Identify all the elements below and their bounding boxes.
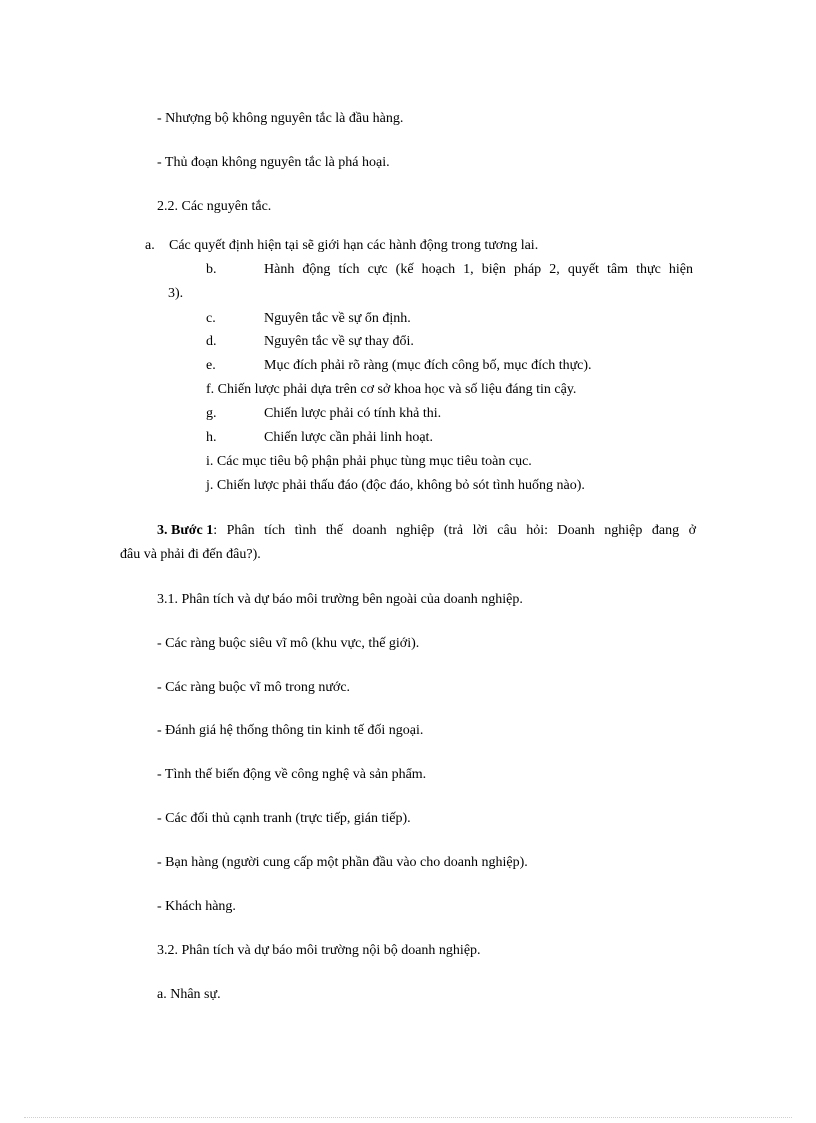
section-heading-3-2: 3.2. Phân tích và dự báo môi trường nội bộ doanh nghiệp. — [157, 943, 481, 958]
principle-h — [206, 429, 433, 447]
principle-d-text: Nguyên tắc về sự thay đổi. — [264, 334, 414, 349]
principle-c-text: Nguyên tắc về sự ổn định. — [264, 311, 411, 326]
principle-e — [206, 357, 592, 375]
principle-a-label: a. — [145, 238, 155, 253]
external-item: - Bạn hàng (người cung cấp một phần đầu vào cho doanh nghiệp). — [157, 855, 528, 870]
principle-a-text: Các quyết định hiện tại sẽ giới hạn các hành động trong tương lai. — [169, 238, 539, 253]
principle-g-label: g. — [206, 406, 217, 421]
paragraph-concession: - Nhượng bộ không nguyên tắc là đầu hàng. — [157, 111, 404, 126]
principle-f: f. Chiến lược phải dựa trên cơ sở khoa học và số liệu đáng tin cậy. — [206, 382, 577, 397]
external-item: - Các ràng buộc vĩ mô trong nước. — [157, 680, 351, 695]
principle-b-text: Hành động tích cực (kế hoạch 1, biện pháp 2, quyết tâm thực hiện — [264, 262, 693, 277]
principle-g-text: Chiến lược phải có tính khả thi. — [264, 406, 442, 421]
internal-item-a: a. Nhân sự. — [157, 987, 221, 1002]
principle-e-text: Mục đích phải rõ ràng (mục đích công bố, mục đích thực). — [264, 358, 592, 373]
principle-b — [206, 261, 693, 279]
principle-h-label: h. — [206, 430, 217, 445]
principle-g — [206, 405, 441, 423]
principle-a — [145, 237, 538, 255]
principle-e-label: e. — [206, 358, 216, 373]
external-item: - Đánh giá hệ thống thông tin kinh tế đối ngoại. — [157, 723, 424, 738]
principle-b-label: b. — [206, 262, 217, 277]
page-bottom-divider — [24, 1117, 792, 1118]
paragraph-tactics: - Thủ đoạn không nguyên tắc là phá hoại. — [157, 155, 390, 170]
principle-d-label: d. — [206, 334, 217, 349]
step1-text-line2: đâu và phải đi đến đâu?). — [120, 547, 261, 562]
section-heading-3-1: 3.1. Phân tích và dự báo môi trường bên ngoài của doanh nghiệp. — [157, 592, 523, 607]
principle-h-text: Chiến lược cần phải linh hoạt. — [264, 430, 433, 445]
external-item: - Các đối thủ cạnh tranh (trực tiếp, gián tiếp). — [157, 811, 411, 826]
principle-i: i. Các mục tiêu bộ phận phải phục tùng mục tiêu toàn cục. — [206, 454, 532, 469]
external-item: - Các ràng buộc siêu vĩ mô (khu vực, thế giới). — [157, 636, 420, 651]
principle-c — [206, 310, 411, 328]
principle-d — [206, 333, 414, 351]
principle-c-label: c. — [206, 311, 216, 326]
step1-text-line1: : Phân tích tình thế doanh nghiệp (trả lời câu hỏi: Doanh nghiệp đang ở — [213, 523, 696, 538]
section-heading-2-2: 2.2. Các nguyên tắc. — [157, 199, 272, 214]
external-item: - Khách hàng. — [157, 899, 236, 914]
principle-j: j. Chiến lược phải thấu đáo (độc đáo, không bỏ sót tình huống nào). — [206, 478, 585, 493]
principle-b-continuation: 3). — [168, 286, 184, 301]
external-item: - Tình thế biến động về công nghệ và sản phẩm. — [157, 767, 427, 782]
step1-bold-lead: 3. Bước 1 — [157, 523, 214, 538]
step1-paragraph — [157, 522, 696, 540]
